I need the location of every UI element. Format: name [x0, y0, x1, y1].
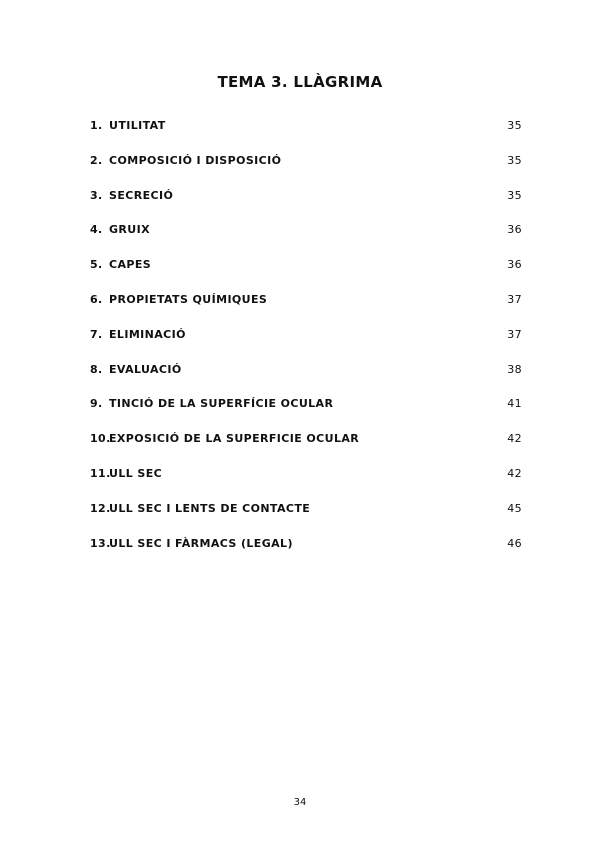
toc-entry-number: 11.: [90, 466, 111, 480]
toc-entry-number: 2.: [90, 153, 103, 167]
page-number: 34: [293, 797, 307, 808]
toc-entry-number: 10.: [90, 432, 111, 446]
toc-entry-page: 41: [507, 397, 522, 411]
toc-entry-page: 37: [507, 292, 522, 306]
toc-entry-page: 35: [507, 153, 522, 167]
toc-entry-number: 12.: [90, 501, 111, 515]
toc-entry: [90, 362, 522, 397]
toc-entry-title: EXPOSICIÓ DE LA SUPERFICIE OCULAR: [109, 432, 360, 446]
toc-entry: [90, 327, 522, 362]
toc-entry: [90, 188, 522, 223]
toc-entry-page: 36: [507, 223, 522, 237]
toc-entry-number: 4.: [90, 223, 103, 237]
toc-entry: [90, 536, 522, 571]
toc-entry-title: UTILITAT: [109, 119, 166, 132]
toc-entry-title: ELIMINACIÓ: [109, 327, 186, 341]
toc-entry: [90, 118, 522, 153]
toc-entry-title: GRUIX: [109, 223, 151, 237]
toc-entry-number: 7.: [90, 327, 103, 341]
toc-entry-title: ULL SEC I LENTS DE CONTACTE: [109, 501, 311, 515]
toc-entry-page: 35: [507, 188, 522, 202]
toc-entry: [90, 466, 522, 501]
toc-entry-number: 13.: [90, 536, 111, 550]
toc-entry-page: 37: [507, 327, 522, 341]
toc-entry: [90, 153, 522, 188]
toc-entry-title: TINCIÓ DE LA SUPERFÍCIE OCULAR: [109, 397, 334, 411]
toc-entry-number: 6.: [90, 292, 103, 306]
toc-entry-title: CAPES: [109, 258, 152, 272]
toc-entry-page: 42: [507, 466, 522, 480]
toc-entry-number: 5.: [90, 258, 103, 272]
toc-entry: [90, 396, 522, 431]
toc-entry-title: ULL SEC: [109, 466, 163, 480]
toc-entry-title: PROPIETATS QUÍMIQUES: [109, 292, 268, 306]
table-of-contents: [90, 118, 522, 570]
toc-entry-title: ULL SEC I FÀRMACS (LEGAL): [109, 536, 293, 550]
toc-entry-page: 45: [507, 501, 522, 515]
toc-entry-number: 8.: [90, 362, 103, 376]
toc-entry: [90, 257, 522, 292]
toc-entry-number: 1.: [90, 119, 103, 132]
toc-entry: [90, 222, 522, 257]
toc-entry-number: 3.: [90, 188, 103, 202]
toc-entry-page: 46: [507, 536, 522, 550]
toc-entry-title: SECRECIÓ: [109, 188, 174, 202]
toc-entry: [90, 431, 522, 466]
toc-entry-title: COMPOSICIÓ I DISPOSICIÓ: [109, 153, 282, 167]
toc-entry: [90, 501, 522, 536]
toc-entry-title: EVALUACIÓ: [109, 362, 182, 376]
toc-entry-number: 9.: [90, 397, 103, 411]
toc-entry-page: 36: [507, 258, 522, 272]
toc-entry-page: 38: [507, 362, 522, 376]
toc-entry-page: 42: [507, 432, 522, 446]
toc-entry: [90, 292, 522, 327]
toc-entry-page: 35: [507, 119, 522, 132]
page-title: TEMA 3. LLÀGRIMA: [217, 73, 383, 91]
